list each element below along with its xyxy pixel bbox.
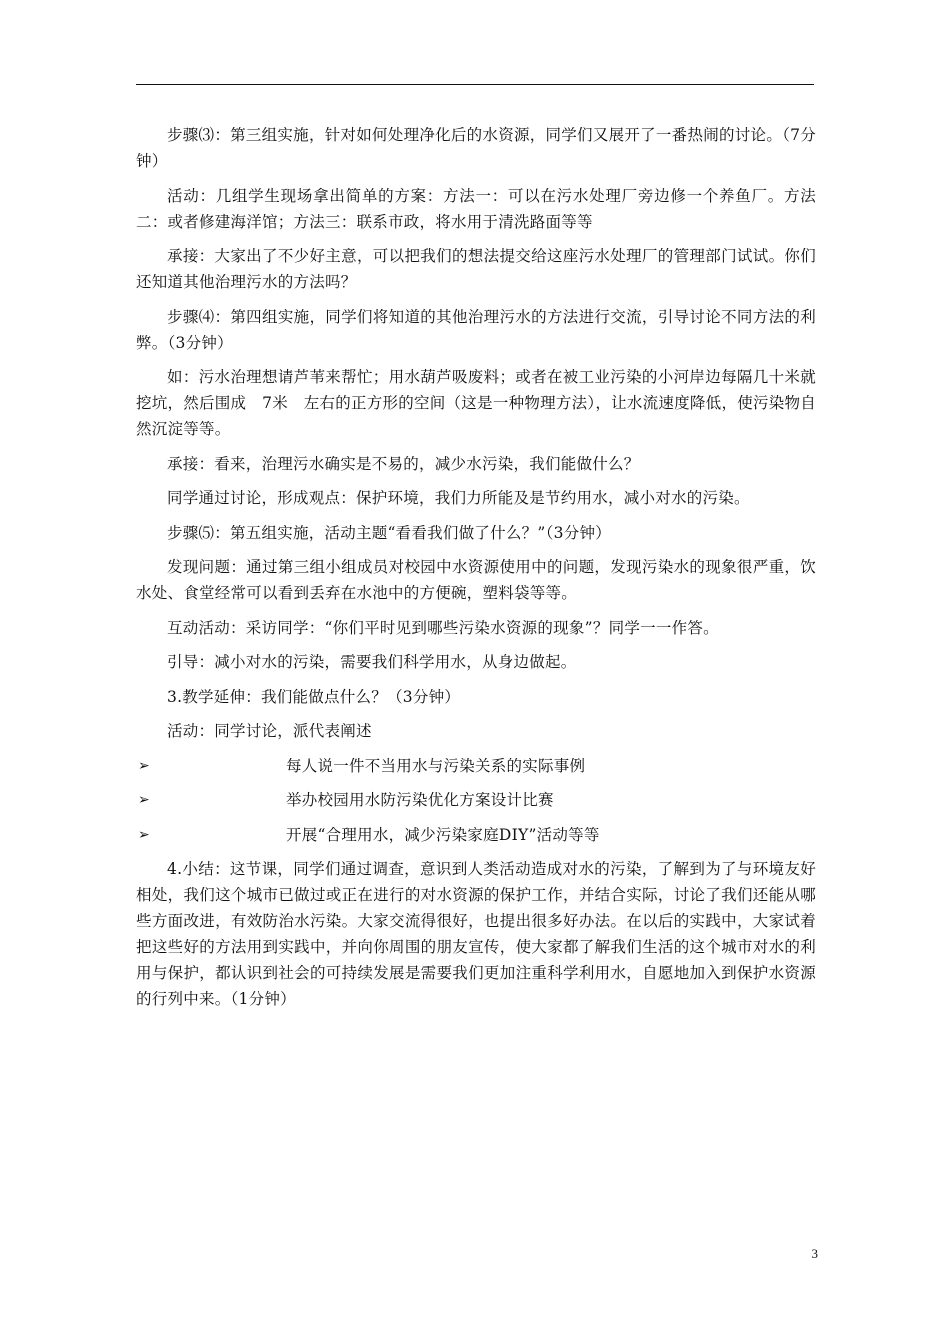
arrow-bullet-icon: ➢ (138, 757, 150, 774)
paragraph-findings: 发现问题：通过第三组小组成员对校园中水资源使用中的问题，发现污染水的现象很严重，饮水处、食堂经常可以看到丢弃在水池中的方便碗，塑料袋等等。 (136, 558, 816, 602)
list-item-text: 举办校园用水防污染优化方案设计比赛 (286, 791, 554, 809)
list-item-text: 每人说一件不当用水与污染关系的实际事例 (286, 756, 586, 775)
arrow-bullet-icon: ➢ (138, 792, 150, 808)
paragraph-summary: 4.小结：这节课，同学们通过调查，意识到人类活动造成对水的污染，了解到为了与环境友好相处，我们这个城市已做过或正在进行的对水资源的保护工作，并结合实际，讨论了我们还能从哪些方面改进，有效防治水污染。大家交流得很好，也提出很多好办法。在以后的实践中，大家试着把这些好的方法用到实践中，并向你周围的朋友宣传，使大家都了解我们生活的这个城市对水的利用与保护，都认识到社会的可持续发展是需要我们更加注重科学利用水，自愿地加入到保护水资源的行列中来。（1分钟） (136, 860, 816, 1008)
list-item (136, 822, 816, 848)
paragraph-step-3: 步骤⑶：第三组实施，针对如何处理净化后的水资源，同学们又展开了一番热闹的讨论。（7分钟） (136, 126, 816, 170)
paragraph-transition-2: 承接：看来，治理污水确实是不易的，减少水污染，我们能做什么？ (167, 454, 640, 473)
paragraph-step-5: 步骤⑸：第五组实施，活动主题“看看我们做了什么？”（3分钟） (167, 523, 611, 542)
list-item-text: 开展“合理用水，减少污染家庭DIY”活动等等 (286, 825, 600, 844)
list-item (136, 787, 816, 813)
paragraph-activity-plans: 活动：几组学生现场拿出简单的方案：方法一：可以在污水处理厂旁边修一个养鱼厂。方法二：或者修建海洋馆；方法三：联系市政，将水用于清洗路面等等 (136, 186, 816, 231)
paragraph-step-4: 步骤⑷：第四组实施，同学们将知道的其他治理污水的方法进行交流，引导讨论不同方法的利弊。（3分钟） (136, 307, 816, 352)
paragraph-extension-heading: 3.教学延伸：我们能做点什么？（3分钟） (167, 687, 461, 706)
arrow-bullet-icon: ➢ (138, 826, 150, 843)
paragraph-guidance: 引导：减小对水的污染，需要我们科学用水，从身边做起。 (167, 653, 577, 671)
paragraph-transition-1: 承接：大家出了不少好主意，可以把我们的想法提交给这座污水处理厂的管理部门试试。你们还知道其他治理污水的方法吗？ (136, 247, 816, 291)
document-body (136, 122, 816, 1021)
paragraph-interaction: 互动活动：采访同学：“你们平时见到哪些污染水资源的现象”？同学一一作答。 (167, 618, 719, 637)
paragraph-student-view: 同学通过讨论，形成观点：保护环境，我们力所能及是节约用水，减小对水的污染。 (167, 489, 750, 507)
list-item (136, 753, 816, 779)
page-number: 3 (811, 1246, 818, 1261)
header-rule (136, 84, 814, 85)
paragraph-extension-activity: 活动：同学讨论，派代表阐述 (167, 722, 372, 740)
paragraph-examples: 如：污水治理想请芦苇来帮忙；用水葫芦吸废料；或者在被工业污染的小河岸边每隔几十米就挖坑，然后围成 7米 左右的正方形的空间（这是一种物理方法），让水流速度降低，使污染物自然沉淀等等。 (136, 368, 816, 438)
